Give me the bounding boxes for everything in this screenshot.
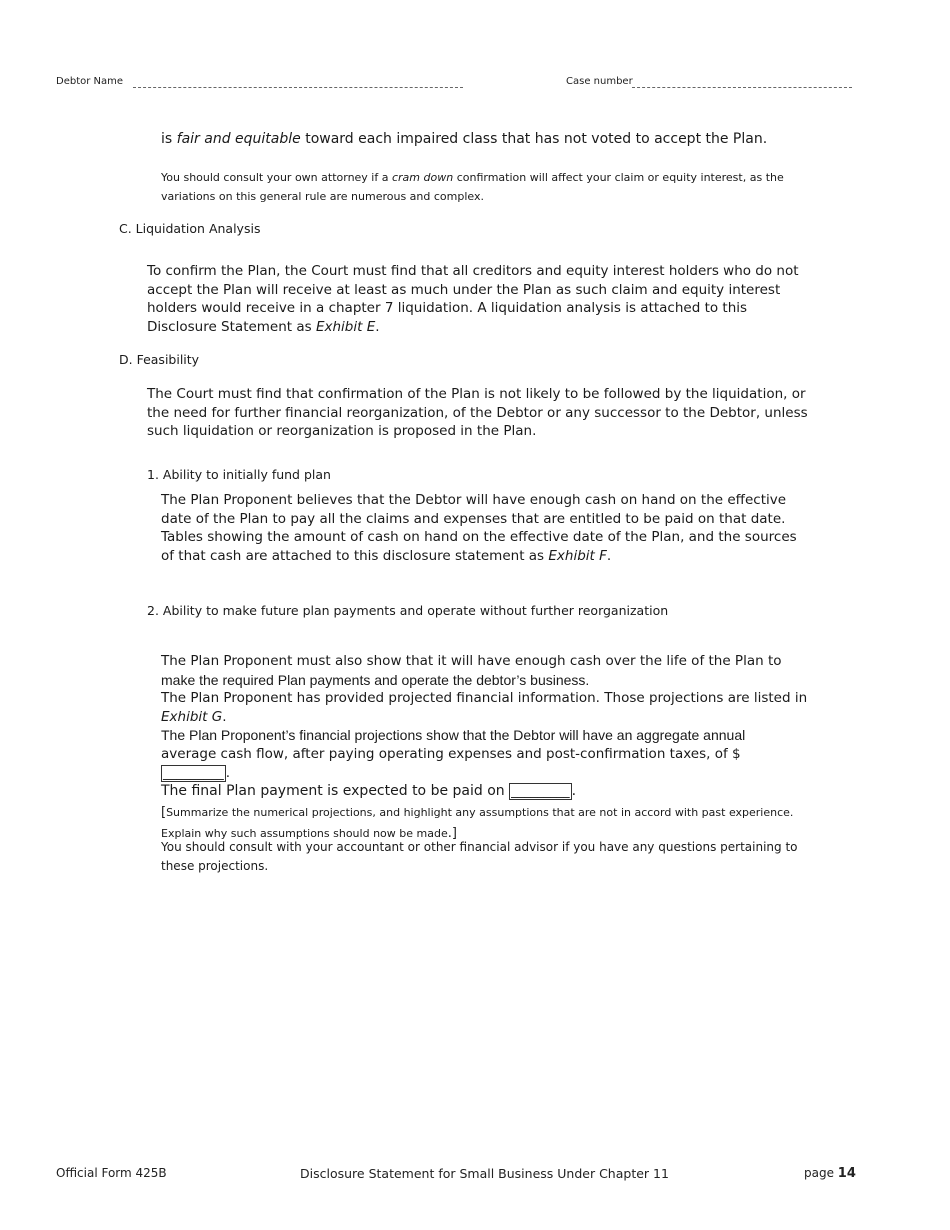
- consult-prefix: You should consult your own attorney if a: [161, 171, 392, 184]
- consult-suffix: confirmation will affect your claim or equity interest, as the variations on this general rule are numerous and complex.: [161, 171, 784, 203]
- final-payment-date-field[interactable]: _________: [511, 784, 570, 799]
- page-label: page: [804, 1166, 838, 1180]
- sub2-line1: The Plan Proponent must also show that it will have enough cash over the life of the Plan to: [161, 653, 782, 669]
- liquidation-text: To confirm the Plan, the Court must find that all creditors and equity interest holders who do not accept the Plan will receive at least as much under the Plan as such claim and equity interest holders would receive in a chapter 7 liquidation. A liquidation analysis is attached to this Disclosure Statement as: [147, 263, 799, 335]
- liquidation-end: .: [375, 318, 380, 335]
- cashflow-paragraph: [161, 745, 821, 782]
- consult-italic: cram down: [391, 171, 454, 184]
- page-number: 14: [837, 1166, 856, 1181]
- projection-line: The Plan Proponent’s financial projections show that the Debtor will have an aggregate annual: [161, 727, 746, 743]
- footer-form-number: Official Form 425B: [56, 1166, 167, 1180]
- summarize-text: Summarize the numerical projections, and highlight any assumptions that are not in accord with past experience. Explain why such assumptions should now be made: [161, 806, 794, 840]
- case-number-field[interactable]: [632, 87, 852, 88]
- exhibit-e-ref: Exhibit E: [315, 318, 376, 335]
- fair-equitable-line: [161, 130, 841, 149]
- final-payment-line: [161, 782, 821, 801]
- exhibit-g-ref: Exhibit G: [161, 708, 223, 725]
- footer-page: [804, 1166, 856, 1181]
- debtor-name-field[interactable]: [133, 87, 463, 88]
- fair-italic: fair and equitable: [176, 131, 301, 147]
- section-c-heading: C. Liquidation Analysis: [119, 221, 261, 236]
- feasibility-paragraph: The Court must find that confirmation of the Plan is not likely to be followed by the liquidation, or the need for further financial reorganization, of the Debtor or any successor to the Debtor, unless such liquidation or reorganization is proposed in the Plan.: [147, 386, 808, 439]
- projections-end: .: [222, 708, 227, 725]
- footer-title: Disclosure Statement for Small Business Under Chapter 11: [300, 1166, 669, 1181]
- liquidation-paragraph: [147, 262, 812, 336]
- advisor-paragraph: You should consult with your accountant or other financial advisor if you have any questions pertaining to these projections.: [161, 840, 798, 873]
- exhibit-f-ref: Exhibit F: [548, 547, 607, 564]
- bracket-close: .]: [447, 826, 457, 841]
- case-number-label: Case number: [566, 76, 633, 87]
- cashflow-amount-field[interactable]: _________: [163, 764, 224, 781]
- section-d-heading: D. Feasibility: [119, 352, 200, 367]
- final-payment-text: The final Plan payment is expected to be paid on: [161, 783, 510, 799]
- projections-paragraph: [161, 689, 821, 726]
- sub2-line2: make the required Plan payments and operate the debtor’s business.: [161, 672, 590, 688]
- sub1-end: .: [606, 547, 612, 564]
- cashflow-text: average cash flow, after paying operating expenses and post-confirmation taxes, of $: [161, 746, 741, 762]
- debtor-name-label: Debtor Name: [56, 76, 124, 87]
- sub1-text: The Plan Proponent believes that the Debtor will have enough cash on hand on the effective date of the Plan to pay all the claims and expenses that are entitled to be paid on that date. Tables showing the amount of cash on hand on the effective date of the Plan, and the sources of that cash are attached to this disclosure statement as: [161, 492, 797, 564]
- subsection-2-heading: 2. Ability to make future plan payments and operate without further reorganization: [147, 603, 669, 618]
- subsection-1-paragraph: [161, 491, 813, 565]
- final-payment-end: .: [571, 783, 577, 799]
- consult-attorney-text: [161, 168, 816, 206]
- cashflow-end: .: [225, 764, 231, 781]
- projections-text: The Plan Proponent has provided projected financial information. Those projections are listed in: [161, 690, 808, 706]
- fair-prefix: is: [161, 131, 177, 147]
- fair-suffix: toward each impaired class that has not voted to accept the Plan.: [300, 131, 768, 147]
- subsection-1-heading: 1. Ability to initially fund plan: [147, 467, 331, 482]
- bracket-open: [: [161, 805, 167, 820]
- summarize-instructions: [161, 801, 811, 843]
